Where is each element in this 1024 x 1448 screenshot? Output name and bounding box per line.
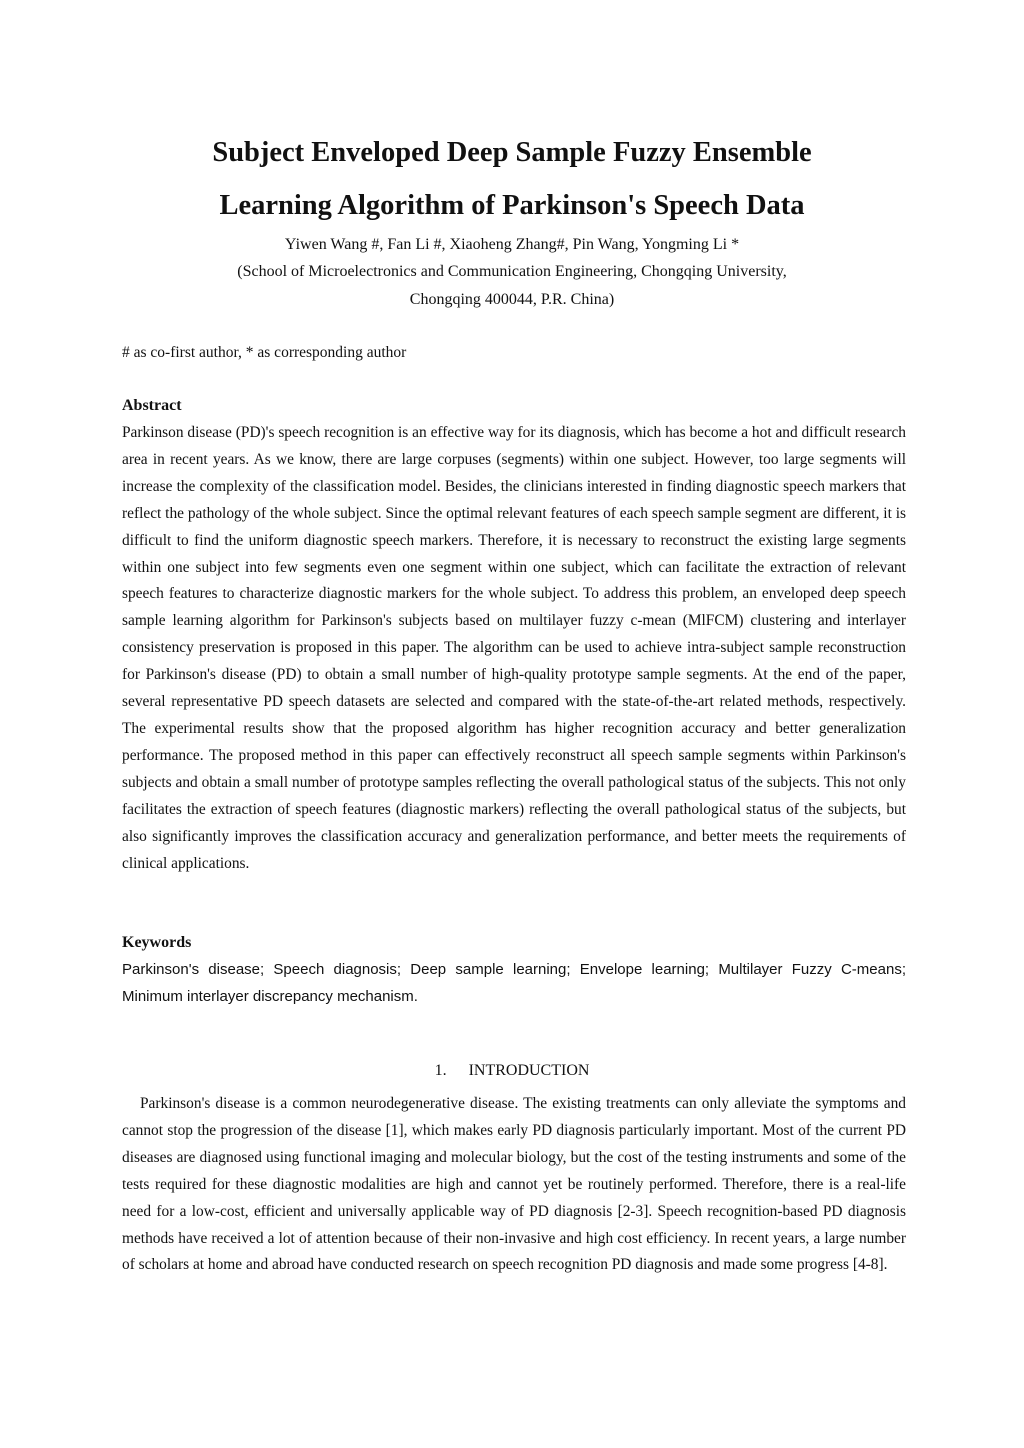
introduction-heading <box>100 1057 924 1084</box>
paper-title-line-1: Subject Enveloped Deep Sample Fuzzy Ensemble <box>212 137 812 168</box>
keywords-text: Parkinson's disease; Speech diagnosis; Deep sample learning; Envelope learning; Multilayer Fuzzy C-means; Minimum interlayer discrepancy mechanism. <box>122 961 906 1005</box>
introduction-paragraph: Parkinson's disease is a common neurodegenerative disease. The existing treatments can only alleviate the symptoms and cannot stop the progression of the disease [1], which makes early PD diagnosis particularly important. Most of the current PD diseases are diagnosed using functional imaging and molecular biology, but the cost of the testing instruments and some of the tests required for these diagnostic modalities are high and cannot yet be routinely performed. Therefore, there is a real-life need for a low-cost, efficient and universally applicable way of PD diagnosis [2-3]. Speech recognition-based PD diagnosis methods have received a lot of attention because of their non-invasive and high cost efficiency. In recent years, a large number of scholars at home and abroad have conducted research on speech recognition PD diagnosis and made some progress [4-8]. <box>122 1095 906 1274</box>
keywords-heading: Keywords <box>122 934 192 951</box>
author-list: Yiwen Wang #, Fan Li #, Xiaoheng Zhang#, Pin Wang, Yongming Li * <box>284 236 740 253</box>
affiliation-line-2: Chongqing 400044, P.R. China) <box>409 291 615 308</box>
abstract-heading: Abstract <box>122 397 182 414</box>
section-number: 1. <box>434 1062 447 1079</box>
affiliation-line-1: (School of Microelectronics and Communication Engineering, Chongqing University, <box>237 263 787 280</box>
abstract-text: Parkinson disease (PD)'s speech recognition is an effective way for its diagnosis, which has become a hot and difficult research area in recent years. As we know, there are large corpuses (segments) within one subject. However, too large segments will increase the complexity of the classification model. Besides, the clinicians interested in finding diagnostic speech markers that reflect the pathology of the whole subject. Since the optimal relevant features of each speech sample segment are different, it is difficult to find the uniform diagnostic speech markers. Therefore, it is necessary to reconstruct the existing large segments within one subject into few segments even one segment within one subject, which can facilitate the extraction of relevant speech features to characterize diagnostic markers for the whole subject. To address this problem, an enveloped deep speech sample learning algorithm for Parkinson's subjects based on multilayer fuzzy c-mean (MlFCM) clustering and interlayer consistency preservation is proposed in this paper. The algorithm can be used to achieve intra-subject sample reconstruction for Parkinson's disease (PD) to obtain a small number of high-quality prototype sample segments. At the end of the paper, several representative PD speech datasets are selected and compared with the state-of-the-art related methods, respectively. The experimental results show that the proposed algorithm has higher recognition accuracy and better generalization performance. The proposed method in this paper can effectively reconstruct all speech sample segments within Parkinson's subjects and obtain a small number of prototype samples reflecting the overall pathological status of the subjects. This not only facilitates the extraction of speech features (diagnostic markers) reflecting the overall pathological status of the subjects, but also significantly improves the classification accuracy and generalization performance, and better meets the requirements of clinical applications. <box>122 424 906 872</box>
paper-title-line-2: Learning Algorithm of Parkinson's Speech Data <box>219 190 805 221</box>
author-note: # as co-first author, * as corresponding author <box>122 344 407 361</box>
section-title: INTRODUCTION <box>468 1062 590 1079</box>
